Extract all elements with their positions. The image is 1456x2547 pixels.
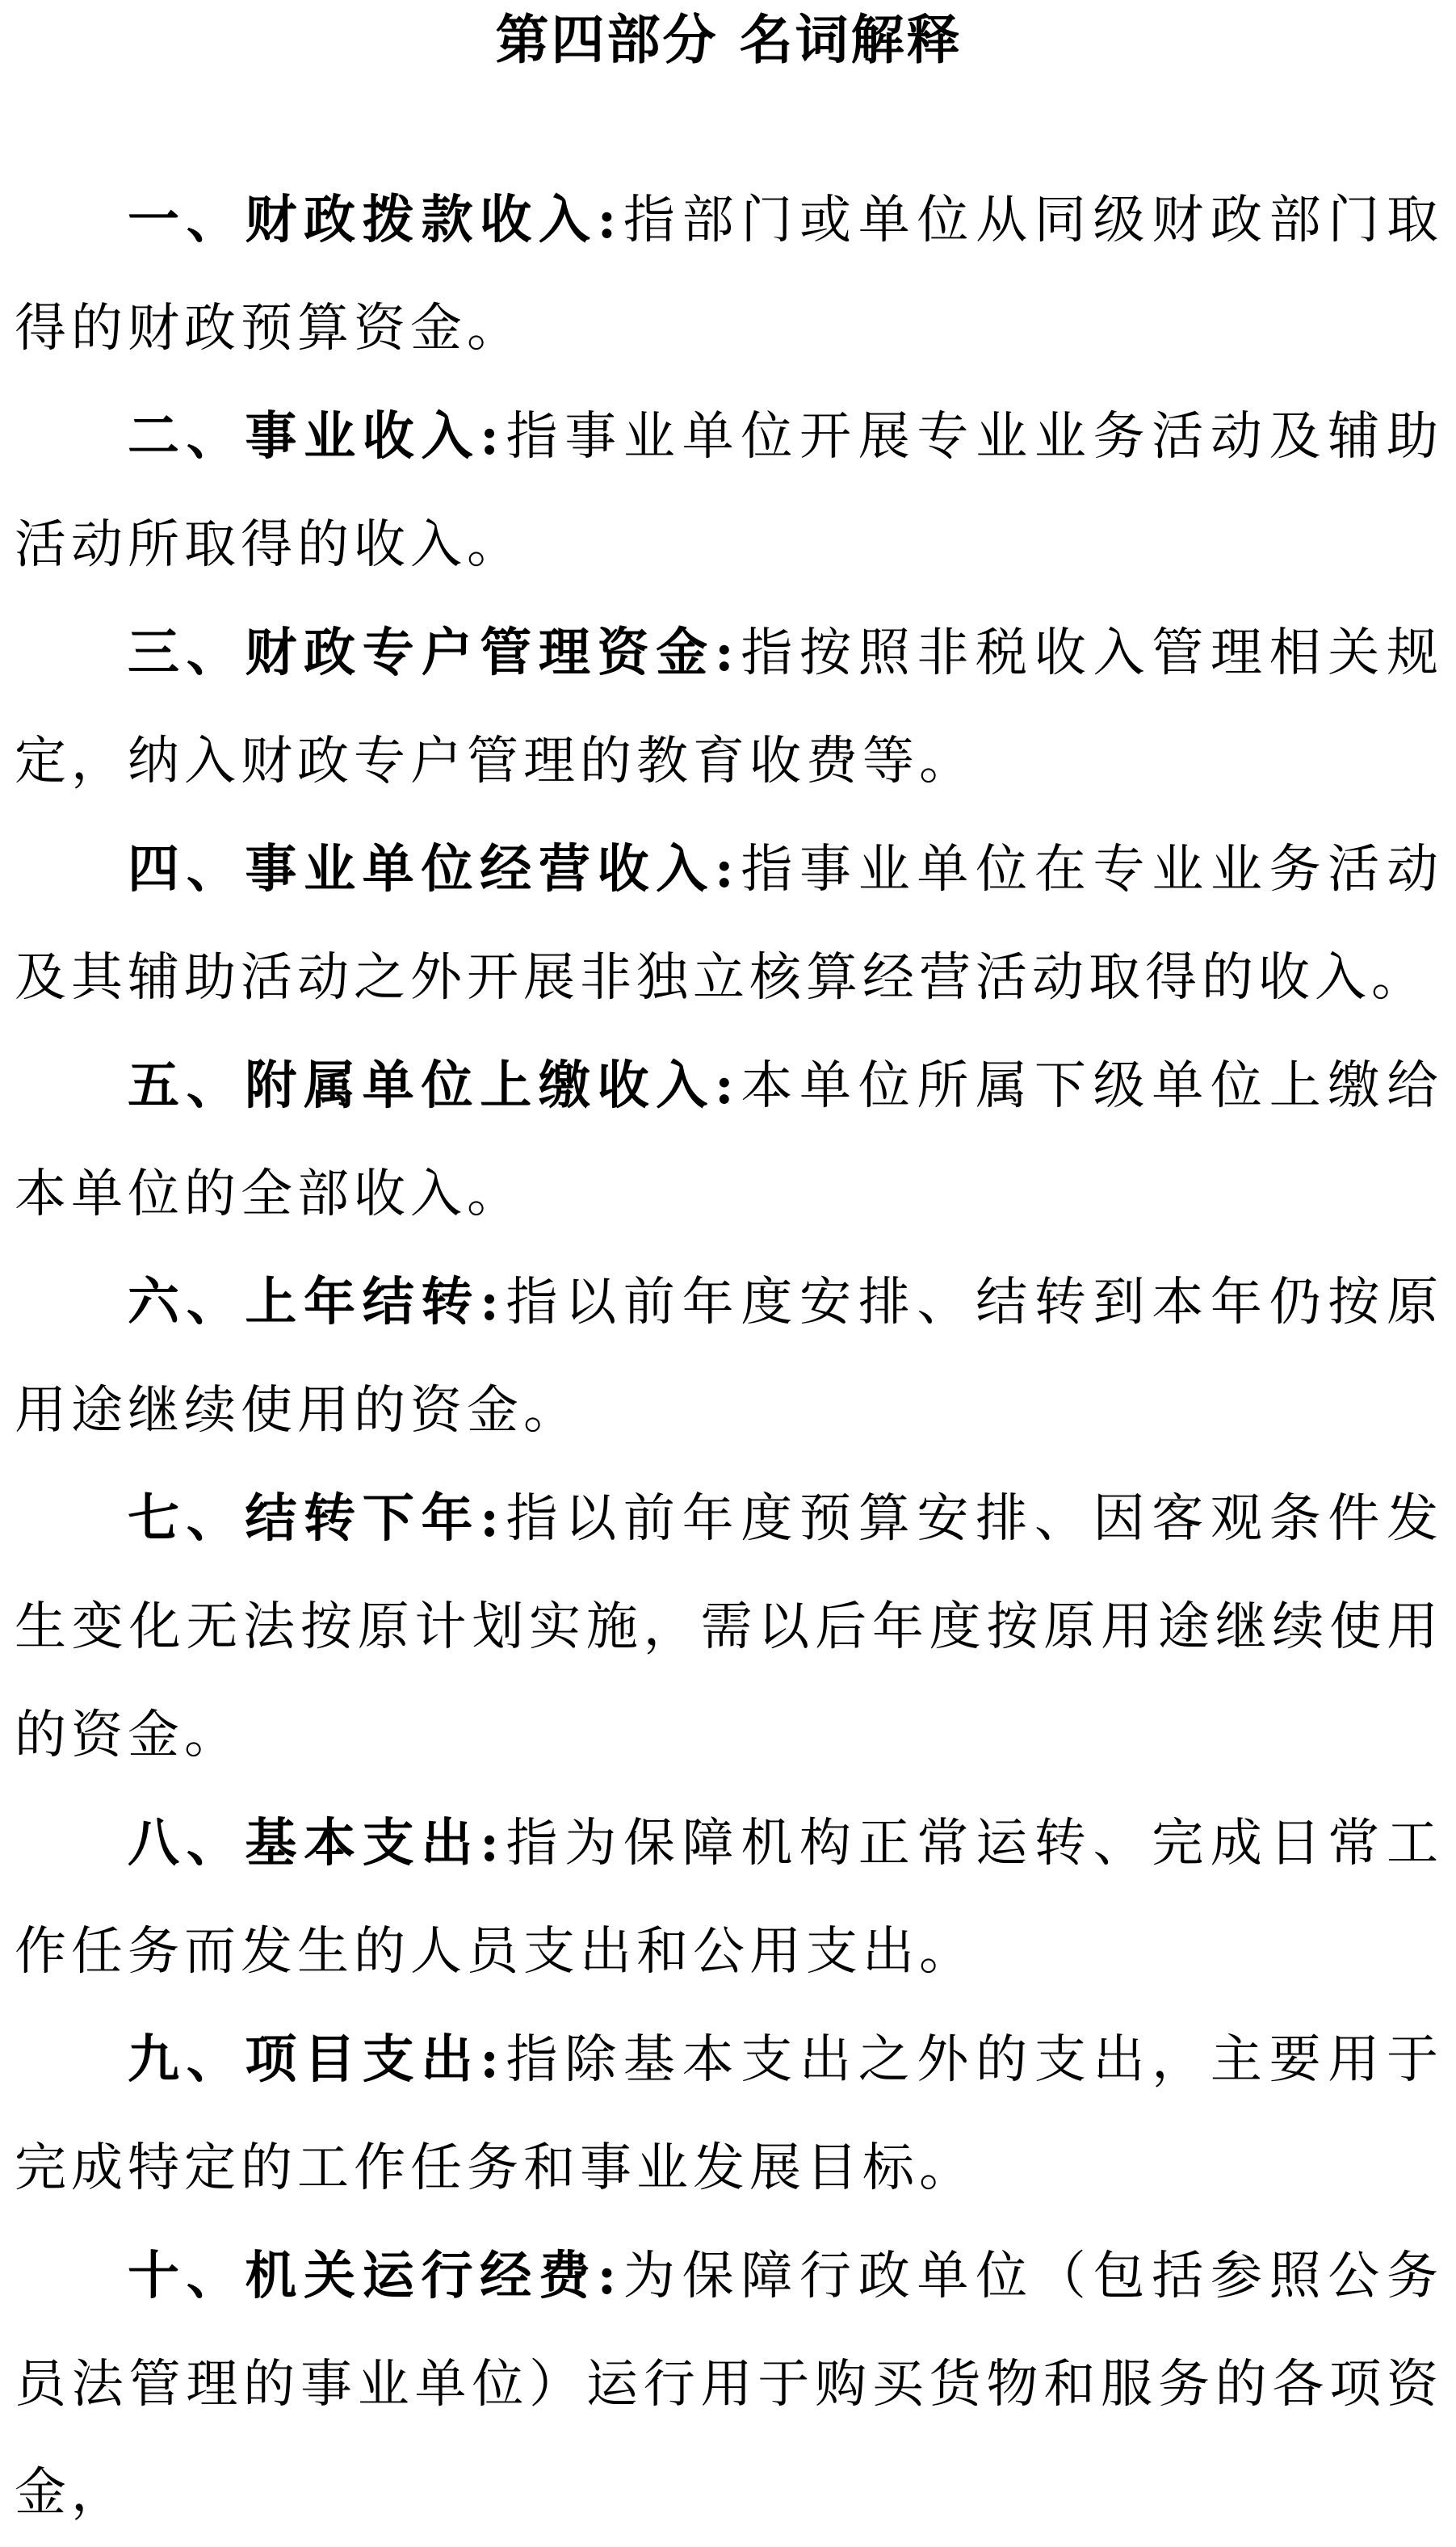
definition-item [15,816,1443,1032]
definition-term: 五、附属单位上缴收入: [128,1055,739,1116]
definition-item [15,2006,1443,2222]
definition-text: 指为保障机构正常运转、完成日常工作任务而发生的人员支出和公用支出。 [15,1814,1444,1982]
definition-term: 六、上年结转: [128,1272,504,1332]
definition-list [15,166,1443,2547]
definition-term: 三、财政专户管理资金: [128,623,739,683]
definition-text: 指事业单位在专业业务活动及其辅助活动之外开展非独立核算经营活动取得的收入。 [15,840,1444,1008]
definition-item [15,599,1443,816]
definition-text: 为保障行政单位（包括参照公务员法管理的事业单位）运行用于购买货物和服务的各项资金， [15,2247,1444,2523]
definition-text: 指事业单位开展专业业务活动及辅助活动所取得的收入。 [15,407,1444,575]
definition-text: 指部门或单位从同级财政部门取得的财政预算资金。 [15,191,1444,359]
definition-item [15,1032,1443,1248]
definition-item [15,166,1443,383]
definition-text: 指按照非税收入管理相关规定，纳入财政专户管理的教育收费等。 [15,623,1444,791]
definition-term: 八、基本支出: [128,1813,504,1874]
definition-term: 七、结转下年: [128,1488,504,1549]
definition-term: 九、项目支出: [128,2029,504,2090]
definition-item [15,383,1443,599]
definition-item [15,1465,1443,1790]
definition-term: 一、财政拨款收入: [128,190,622,250]
definition-item [15,1248,1443,1465]
definition-term: 十、机关运行经费: [128,2246,622,2306]
definition-item [15,1790,1443,2006]
definition-term: 二、事业收入: [128,406,504,467]
definition-term: 四、事业单位经营收入: [128,839,739,900]
definition-item [15,2222,1443,2547]
definition-text: 指除基本支出之外的支出，主要用于完成特定的工作任务和事业发展目标。 [15,2030,1444,2198]
page-title: 第四部分 名词解释 [495,9,963,71]
definition-text: 指以前年度预算安排、因客观条件发生变化无法按原计划实施，需以后年度按原用途继续使用的资金。 [15,1489,1444,1765]
definition-text: 指以前年度安排、结转到本年仍按原用途继续使用的资金。 [15,1273,1444,1441]
definition-text: 本单位所属下级单位上缴给本单位的全部收入。 [15,1056,1444,1224]
